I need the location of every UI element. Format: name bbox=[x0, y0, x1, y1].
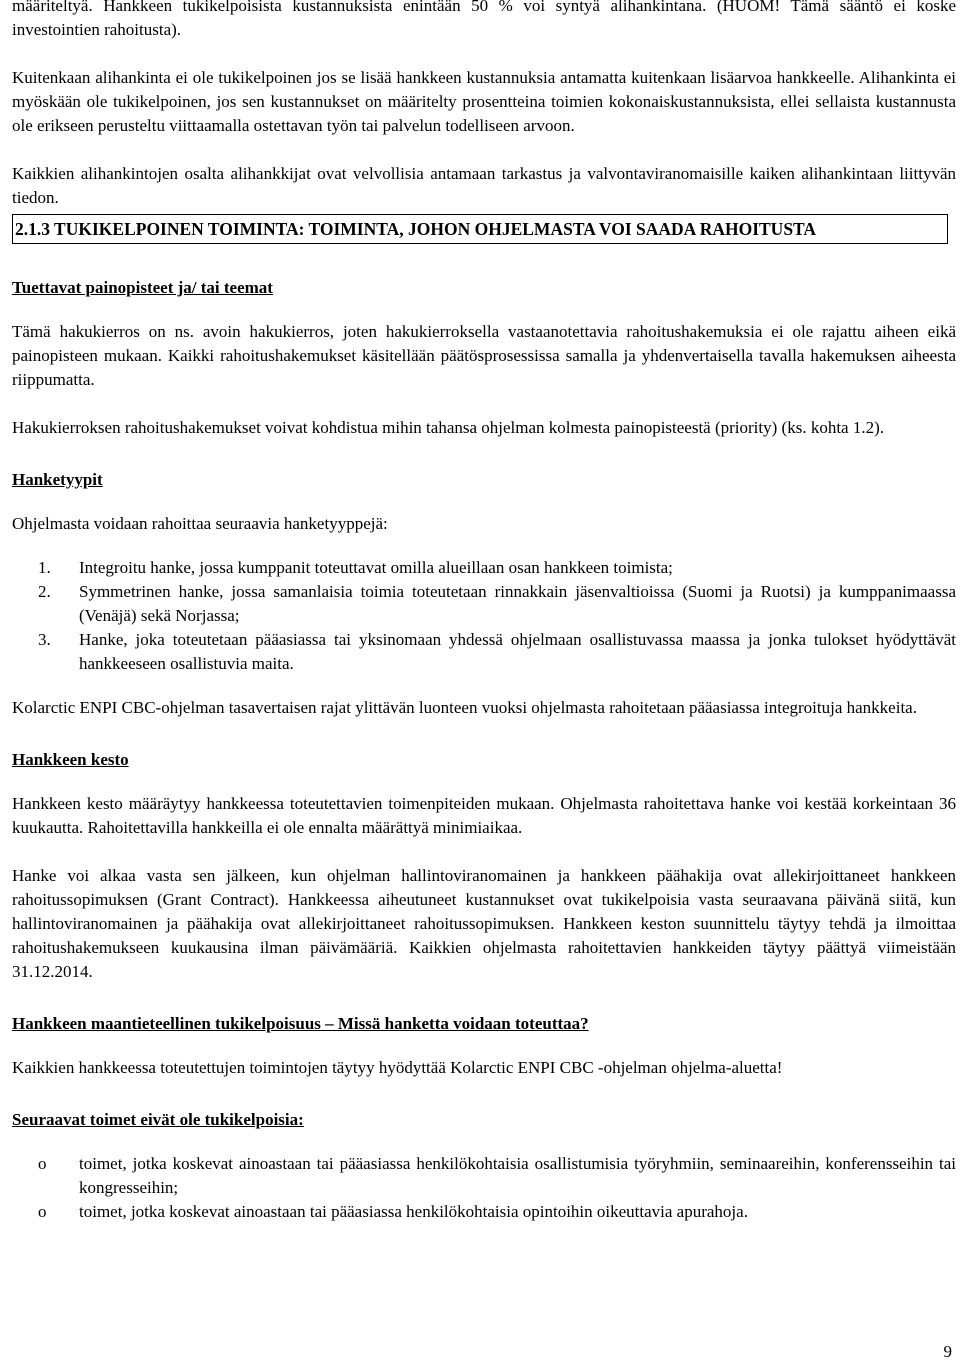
paragraph-project-types-intro: Ohjelmasta voidaan rahoittaa seuraavia hanketyyppejä: bbox=[12, 514, 388, 533]
list-item bbox=[12, 556, 956, 580]
paragraph-subcontracting-eligibility: Kuitenkaan alihankinta ei ole tukikelpoinen jos se lisää hankkeen kustannuksia antamatta kuitenkaan lisäarvoa hankkeelle. Alihankinta ei myöskään ole tukikelpoinen, jos sen kustannukset on määritelty prosentteina toimien kokonaiskustannuksista, ellei sellaista kustannusta ole erikseen perusteltu viittaamalla ostettavan työn tai palvelun todelliseen arvoon. bbox=[12, 68, 956, 135]
list-item-text: toimet, jotka koskevat ainoastaan tai pääasiassa henkilökohtaisia opintoihin oikeuttavia apurahoja. bbox=[79, 1202, 748, 1221]
list-item-number: 1. bbox=[38, 558, 51, 577]
list-item-text: Symmetrinen hanke, jossa samanlaisia toimia toteutetaan rinnakkain jäsenvaltioissa (Suomi ja Ruotsi) ja kumppanimaassa (Venäjä) sekä Norjassa; bbox=[79, 582, 956, 625]
subheading-project-types: Hanketyypit bbox=[12, 470, 103, 489]
paragraph-open-call: Tämä hakukierros on ns. avoin hakukierros, joten hakukierroksella vastaanotettavia rahoitushakemuksia ei ole rajattu aiheen eikä painopisteen mukaan. Kaikki rahoitushakemukset käsitellään päätösprosessissa samalla ja yhdenvertaisella tavalla hakemuksen aiheesta riippumatta. bbox=[12, 322, 956, 389]
list-item-text: Integroitu hanke, jossa kumppanit toteuttavat omilla alueillaan osan hankkeen toimista; bbox=[79, 558, 673, 577]
paragraph-subcontractor-obligation: Kaikkien alihankintojen osalta alihankkijat ovat velvollisia antamaan tarkastus ja valvontaviranomaisille kaiken alihankintaan liittyvän tiedon. bbox=[12, 164, 956, 207]
list-item-number: 2. bbox=[38, 582, 51, 601]
subheading-priorities: Tuettavat painopisteet ja/ tai teemat bbox=[12, 278, 273, 297]
paragraph-start-conditions: Hanke voi alkaa vasta sen jälkeen, kun ohjelman hallintoviranomainen ja hankkeen päähakija ovat allekirjoittaneet hankkeen rahoitussopimuksen (Grant Contract). Hankkeessa aiheutuneet kustannukset ovat tukikelpoisia vasta seuraavana päivänä siitä, kun hallintoviranomainen ja päähakija ovat allekirjoittaneet rahoitussopimuksen. Hankkeen keston suunnittelu täytyy tehdä ja ilmoittaa rahoitushakemukseen kuukausina ilman päivämääriä. Kaikkien ohjelmasta rahoitettavien hankkeiden täytyy päättyä viimeistään 31.12.2014. bbox=[12, 866, 956, 981]
list-item bbox=[12, 1200, 956, 1224]
list-item-text: toimet, jotka koskevat ainoastaan tai pääasiassa henkilökohtaisia osallistumisia työryhmiin, seminaareihin, konferensseihin tai kongresseihin; bbox=[79, 1154, 956, 1197]
section-heading-2-1-3: 2.1.3 TUKIKELPOINEN TOIMINTA: TOIMINTA, JOHON OHJELMASTA VOI SAADA RAHOITUSTA bbox=[12, 214, 948, 244]
list-item-text: Hanke, joka toteutetaan pääasiassa tai yksinomaan yhdessä ohjelmaan osallistuvassa maassa ja jonka tulokset hyödyttävät hankkeeseen osallistuvia maita. bbox=[79, 630, 956, 673]
paragraph-subcontracting-limit: määriteltyä. Hankkeen tukikelpoisista kustannuksista enintään 50 % voi syntyä alihankintana. (HUOM! Tämä sääntö ei koske investointien rahoitusta). bbox=[12, 0, 956, 39]
ineligible-actions-list bbox=[12, 1152, 956, 1224]
list-item bbox=[12, 1152, 956, 1200]
subheading-ineligible-actions: Seuraavat toimet eivät ole tukikelpoisia: bbox=[12, 1110, 304, 1129]
subheading-project-duration: Hankkeen kesto bbox=[12, 750, 129, 769]
page-number: 9 bbox=[943, 1342, 952, 1361]
paragraph-duration: Hankkeen kesto määräytyy hankkeessa toteutettavien toimenpiteiden mukaan. Ohjelmasta rahoitettava hanke voi kestää korkeintaan 36 kuukautta. Rahoitettavilla hankkeilla ei ole ennalta määrättyä minimiaikaa. bbox=[12, 794, 956, 837]
paragraph-integrated-projects: Kolarctic ENPI CBC-ohjelman tasavertaisen rajat ylittävän luonteen vuoksi ohjelmasta rahoitetaan pääasiassa integroituja hankkeita. bbox=[12, 698, 917, 717]
project-types-list bbox=[12, 556, 956, 676]
list-item bbox=[12, 580, 956, 628]
bullet-marker: o bbox=[38, 1154, 47, 1173]
subheading-geographic-eligibility: Hankkeen maantieteellinen tukikelpoisuus – Missä hanketta voidaan toteuttaa? bbox=[12, 1014, 589, 1033]
bullet-marker: o bbox=[38, 1202, 47, 1221]
paragraph-priorities: Hakukierroksen rahoitushakemukset voivat kohdistua mihin tahansa ohjelman kolmesta painopisteestä (priority) (ks. kohta 1.2). bbox=[12, 418, 884, 437]
paragraph-programme-area: Kaikkien hankkeessa toteutettujen toimintojen täytyy hyödyttää Kolarctic ENPI CBC -ohjelman ohjelma-aluetta! bbox=[12, 1058, 783, 1077]
list-item-number: 3. bbox=[38, 630, 51, 649]
list-item bbox=[12, 628, 956, 676]
document-page bbox=[12, 0, 956, 1224]
